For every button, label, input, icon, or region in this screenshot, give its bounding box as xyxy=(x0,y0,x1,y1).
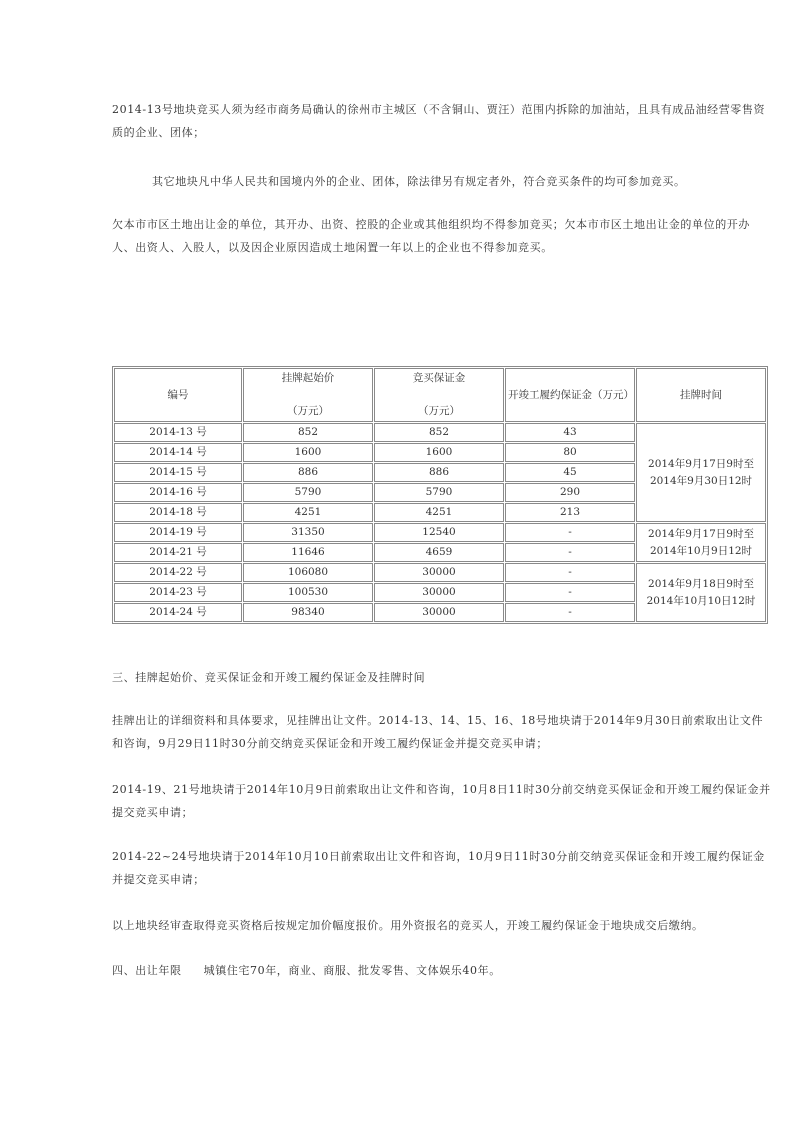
period-2-start: 2014年9月17日9时至 xyxy=(648,527,754,540)
cell-deposit: 5790 xyxy=(374,483,504,502)
cell-start-price: 1600 xyxy=(243,443,373,462)
header-deposit xyxy=(374,368,504,422)
header-start-price xyxy=(243,368,373,422)
paragraph-eligibility-13: 2014-13号地块竞买人须为经市商务局确认的徐州市主城区（不含铜山、贾汪）范围内拆除的加油站，且具有成品油经营零售资质的企业、团体； xyxy=(112,103,766,139)
term-text: 城镇住宅70年，商业、商服、批发零售、文体娱乐40年。 xyxy=(203,964,501,977)
period-3-start: 2014年9月18日9时至 xyxy=(648,577,754,590)
section-heading-term: 四、出让年限 xyxy=(112,964,182,977)
cell-deposit: 4251 xyxy=(374,503,504,522)
cell-period-2 xyxy=(636,523,766,562)
cell-id: 2014-15 号 xyxy=(114,463,242,482)
period-2-end: 2014年10月9日12时 xyxy=(649,544,753,557)
cell-start-price: 5790 xyxy=(243,483,373,502)
cell-id: 2014-22 号 xyxy=(114,563,242,582)
header-id: 编号 xyxy=(114,368,242,422)
cell-period-1 xyxy=(636,423,766,522)
cell-id: 2014-14 号 xyxy=(114,443,242,462)
table-row xyxy=(114,423,766,442)
table-row xyxy=(114,523,766,542)
header-deposit-unit: （万元） xyxy=(418,405,460,417)
cell-start-price: 852 xyxy=(243,423,373,442)
cell-performance: 290 xyxy=(505,483,635,502)
cell-performance: 43 xyxy=(505,423,635,442)
header-performance: 开竣工履约保证金（万元） xyxy=(505,368,635,422)
paragraph-schedule-22-24: 2014-22~24号地块请于2014年10月10日前索取出让文件和咨询，10月9日11时30分前交纳竞买保证金和开竣工履约保证金并提交竞买申请； xyxy=(112,850,765,886)
cell-performance: 213 xyxy=(505,503,635,522)
cell-id: 2014-16 号 xyxy=(114,483,242,502)
cell-id: 2014-24 号 xyxy=(114,603,242,622)
period-3-end: 2014年10月10日12时 xyxy=(646,594,756,607)
header-period: 挂牌时间 xyxy=(636,368,766,422)
table-row xyxy=(114,563,766,582)
section-heading-prices: 三、挂牌起始价、竞买保证金和开竣工履约保证金及挂牌时间 xyxy=(112,671,426,684)
header-start-price-unit: （万元） xyxy=(287,405,329,417)
cell-performance: - xyxy=(505,523,635,542)
cell-deposit: 1600 xyxy=(374,443,504,462)
cell-deposit: 30000 xyxy=(374,583,504,602)
paragraph-schedule-13-18: 挂牌出让的详细资料和具体要求，见挂牌出让文件。2014-13、14、15、16、18号地块请于2014年9月30日前索取出让文件和咨询，9月29日11时30分前交纳竞买保证金和开竣工履约保证金并提交竞买申请； xyxy=(112,714,764,750)
paragraph-schedule-19-21: 2014-19、21号地块请于2014年10月9日前索取出让文件和咨询，10月8日11时30分前交纳竞买保证金和开竣工履约保证金并提交竞买申请； xyxy=(112,783,771,819)
cell-id: 2014-19 号 xyxy=(114,523,242,542)
cell-id: 2014-18 号 xyxy=(114,503,242,522)
cell-deposit: 4659 xyxy=(374,543,504,562)
cell-id: 2014-21 号 xyxy=(114,543,242,562)
cell-start-price: 4251 xyxy=(243,503,373,522)
header-start-price-label: 挂牌起始价 xyxy=(281,372,335,384)
cell-deposit: 12540 xyxy=(374,523,504,542)
cell-start-price: 11646 xyxy=(243,543,373,562)
paragraph-exclusions: 欠本市市区土地出让金的单位，其开办、出资、控股的企业或其他组织均不得参加竞买；欠本市市区土地出让金的单位的开办人、出资人、入股人，以及因企业原因造成土地闲置一年以上的企业也不得参加竞买。 xyxy=(112,218,750,254)
cell-performance: 45 xyxy=(505,463,635,482)
section-term xyxy=(112,959,772,982)
period-1-end: 2014年9月30日12时 xyxy=(649,474,753,487)
cell-performance: - xyxy=(505,583,635,602)
cell-id: 2014-23 号 xyxy=(114,583,242,602)
cell-deposit: 886 xyxy=(374,463,504,482)
paragraph-bidding-rules: 以上地块经审查取得竞买资格后按规定加价幅度报价。用外资报名的竞买人，开竣工履约保证金于地块成交后缴纳。 xyxy=(112,919,704,932)
table-header-row xyxy=(114,368,766,422)
cell-start-price: 886 xyxy=(243,463,373,482)
cell-deposit: 30000 xyxy=(374,563,504,582)
cell-deposit: 30000 xyxy=(374,603,504,622)
cell-start-price: 106080 xyxy=(243,563,373,582)
cell-deposit: 852 xyxy=(374,423,504,442)
cell-period-3 xyxy=(636,563,766,622)
cell-performance: 80 xyxy=(505,443,635,462)
lots-table xyxy=(112,366,768,624)
cell-start-price: 31350 xyxy=(243,523,373,542)
cell-id: 2014-13 号 xyxy=(114,423,242,442)
cell-start-price: 100530 xyxy=(243,583,373,602)
header-deposit-label: 竞买保证金 xyxy=(412,372,466,384)
cell-start-price: 98340 xyxy=(243,603,373,622)
paragraph-eligibility-others: 其它地块凡中华人民共和国境内外的企业、团体，除法律另有规定者外，符合竞买条件的均可参加竞买。 xyxy=(152,175,686,188)
cell-performance: - xyxy=(505,543,635,562)
period-1-start: 2014年9月17日9时至 xyxy=(648,457,754,470)
cell-performance: - xyxy=(505,603,635,622)
cell-performance: - xyxy=(505,563,635,582)
